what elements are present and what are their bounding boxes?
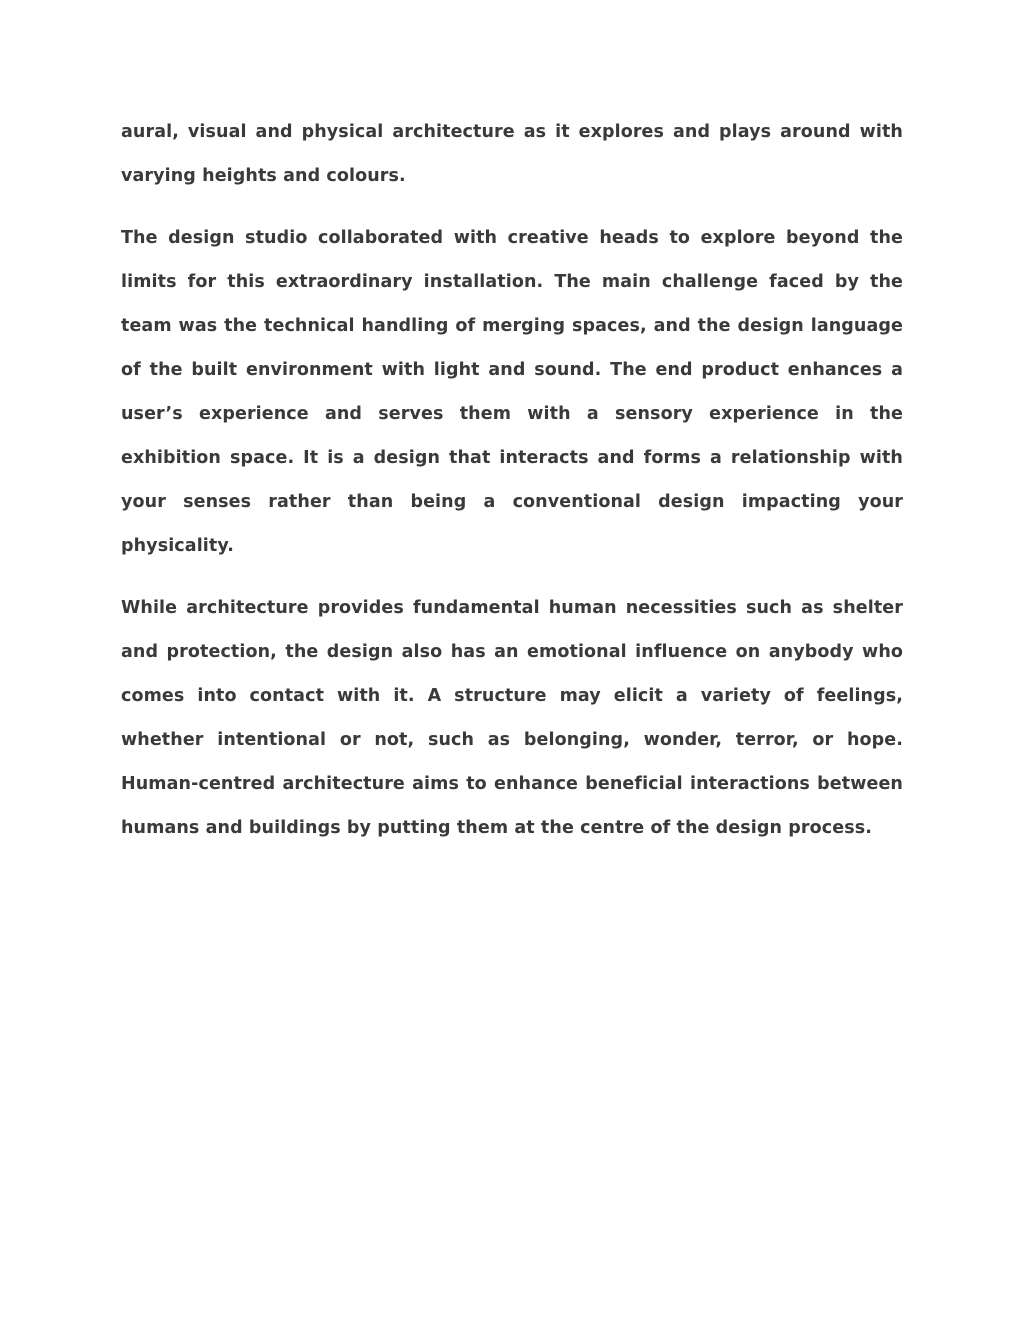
- paragraph-1: aural, visual and physical architecture as it explores and plays around with varying heights and colours.: [121, 122, 903, 186]
- paragraph-3: While architecture provides fundamental human necessities such as shelter and protection, the design also has an emotional influence on anybody who comes into contact with it. A structure may elicit a variety of feelings, whether intentional or not, such as belonging, wonder, terror, or hope. Human-centred architecture aims to enhance beneficial interactions between humans and buildings by putting them at the centre of the design process.: [121, 598, 903, 838]
- paragraph-2: The design studio collaborated with creative heads to explore beyond the limits for this extraordinary installation. The main challenge faced by the team was the technical handling of merging spaces, and the design language of the built environment with light and sound. The end product enhances a user’s experience and serves them with a sensory experience in the exhibition space. It is a design that interacts and forms a relationship with your senses rather than being a conventional design impacting your physicality.: [121, 228, 903, 556]
- document-body: [121, 110, 903, 868]
